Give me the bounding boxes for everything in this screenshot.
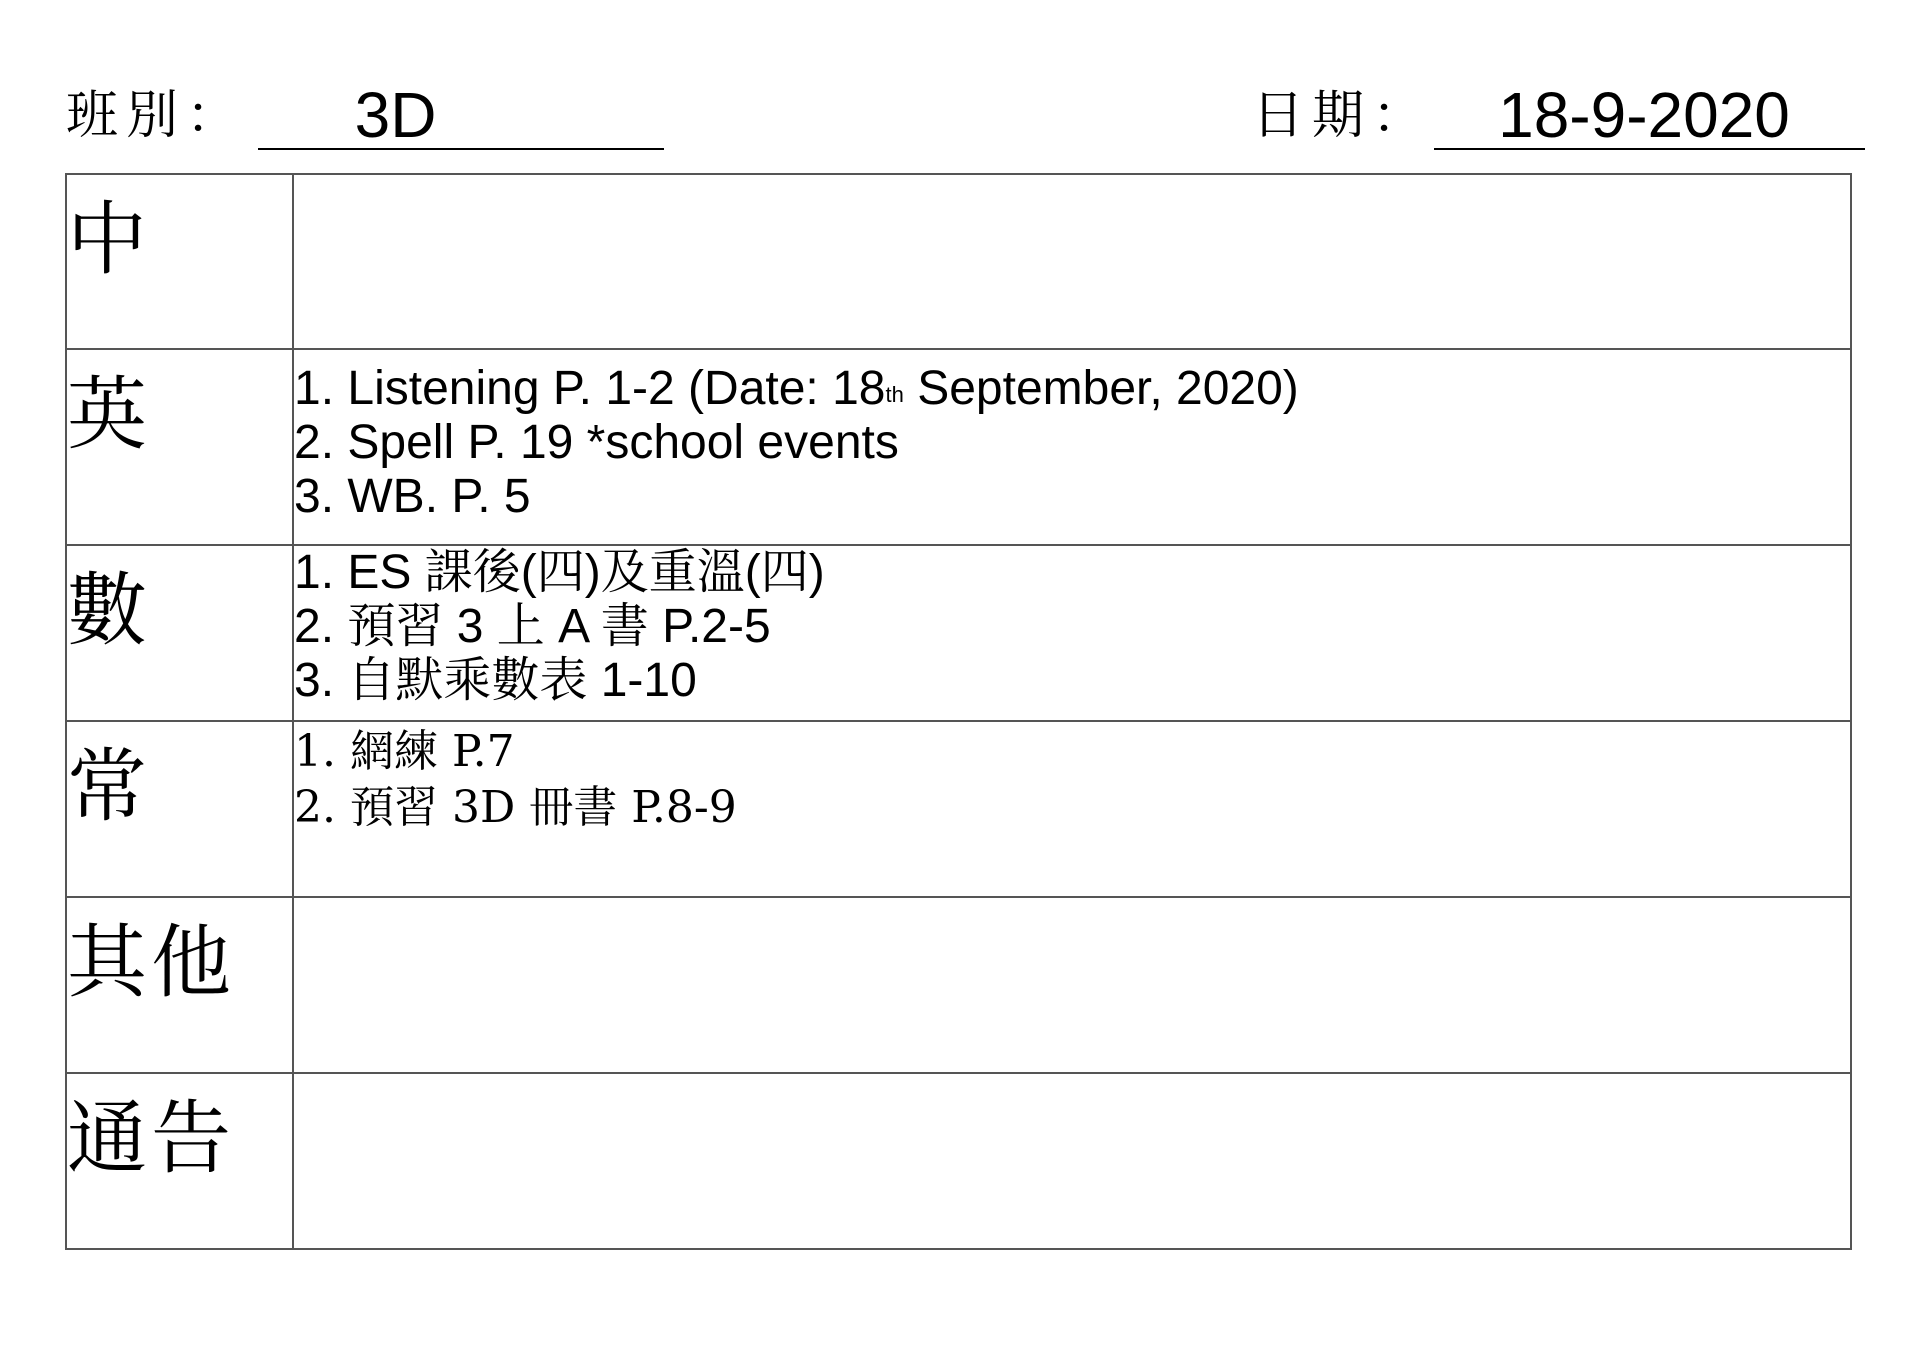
date-value: 18-9-2020	[1498, 79, 1790, 151]
list-item: 1. ES 課後(四)及重溫(四)	[294, 546, 825, 599]
date-label: 日期：	[1252, 86, 1433, 146]
row-others	[66, 897, 1851, 1073]
row-math	[66, 545, 1851, 721]
content-math	[293, 545, 1851, 721]
list-item: 3. WB. P. 5	[294, 470, 531, 523]
row-notices	[66, 1073, 1851, 1249]
list-item: 1. Listening P. 1-2 (Date: 18th September, 2020)	[294, 362, 1299, 415]
subject-label-chinese: 中	[66, 174, 293, 349]
content-chinese	[293, 174, 1851, 349]
row-english	[66, 349, 1851, 545]
subject-label-notices: 通告	[66, 1073, 293, 1249]
list-item: 2. 預習 3D 冊書 P.8-9	[294, 782, 737, 833]
subject-label-english: 英	[66, 349, 293, 545]
list-item: 3. 自默乘數表 1-10	[294, 654, 697, 707]
subject-label-math: 數	[66, 545, 293, 721]
homework-table	[65, 173, 1852, 1250]
class-value: 3D	[354, 79, 437, 151]
list-item: 2. Spell P. 19 *school events	[294, 416, 899, 469]
content-general-studies	[293, 721, 1851, 897]
content-others	[293, 897, 1851, 1073]
subject-label-others: 其他	[66, 897, 293, 1073]
row-chinese	[66, 174, 1851, 349]
ordinal-suffix: th	[885, 382, 904, 407]
list-item: 1. 網練 P.7	[294, 726, 515, 777]
class-label: 班別：	[66, 86, 247, 146]
row-general-studies	[66, 721, 1851, 897]
content-english	[293, 349, 1851, 545]
list-item: 2. 預習 3 上 A 書 P.2-5	[294, 600, 771, 653]
subject-label-general-studies: 常	[66, 721, 293, 897]
content-notices	[293, 1073, 1851, 1249]
